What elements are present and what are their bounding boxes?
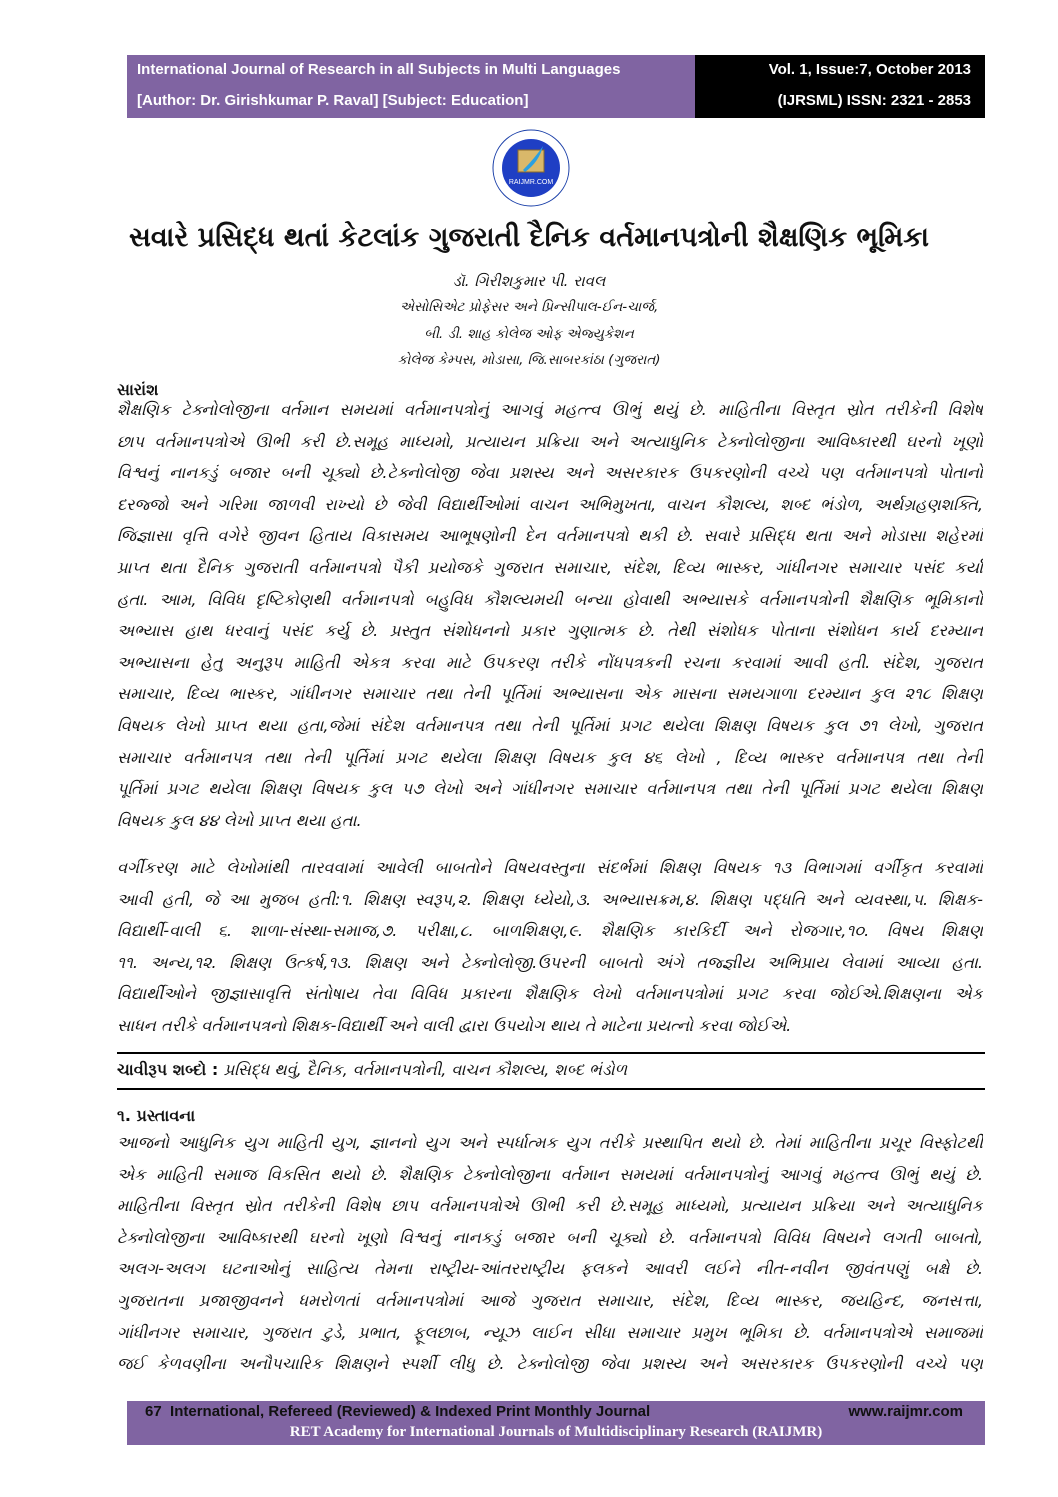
text-line: સાધન તરીકે વર્તમાનપત્રનો શિક્ષક-વિદ્યાર્થી અને વાલી દ્વારા ઉપયોગ થાય તે માટેના પ્રયત્નો કરવા જોઈએ. xyxy=(117,1015,792,1035)
abstract-paragraph-2 xyxy=(117,852,983,1042)
keywords xyxy=(117,1060,627,1080)
divider xyxy=(117,1052,985,1054)
text-line: એક માહિતી સમાજ વિકસિત થયો છે. શૈક્ષણિક ટેક્નોલોજીના વર્તમાન સમયમાં વર્તમાનપત્રોનું આગવું મહત્ત્વ ઊભું થયું છે. xyxy=(117,1164,983,1184)
paper-title: સવારે પ્રસિદ્ધ થતાં કેટલાંક ગુજરાતી દૈનિક વર્તમાનપત્રોની શૈક્ષણિક ભૂમિકા xyxy=(129,222,929,253)
issn: (IJRSML) ISSN: 2321 - 2853 xyxy=(777,92,971,109)
abstract-paragraph-1 xyxy=(117,394,983,836)
text-line: સમાચાર વર્તમાનપત્ર તથા તેની પૂર્તિમાં પ્રગટ થયેલા શિક્ષણ વિષયક કુલ ૪૬ લેખો , દિવ્ય ભાસ્કર વર્તમાનપત્ર તથા તેની xyxy=(117,747,983,767)
journal-type: International, Refereed (Reviewed) & Indexed Print Monthly Journal xyxy=(170,1403,651,1420)
header-journal-band xyxy=(127,55,695,118)
header-issue-band xyxy=(695,55,985,118)
text-line: ૧૧. અન્ય,૧૨. શિક્ષણ ઉત્કર્ષ,૧૩. શિક્ષણ અને ટેક્નોલોજી.ઉપરની બાબતો અંગે તજ્જ્ઞીય અભિપ્રાય લેવામાં આવ્યા હતા. xyxy=(117,952,983,972)
text-line: વિષયક કુલ ૪૪ લેખો પ્રાપ્ત થયા હતા. xyxy=(117,810,362,830)
text-line: અભ્યાસ હાથ ધરવાનું પસંદ કર્યુ છે. પ્રસ્તુત સંશોધનનો પ્રકાર ગુણાત્મક છે. તેથી સંશોધક પોતાના સંશોધન કાર્ય દરમ્યાન xyxy=(117,621,983,641)
publisher: RET Academy for International Journals of Multidisciplinary Research (RAIJMR) xyxy=(289,1424,823,1440)
author-address: કોલેજ કેમ્પસ, મોડાસા, જિ.સાબરકાંઠા (ગુજરાત) xyxy=(397,352,661,368)
keywords-label: ચાવીરૂપ શબ્દો : xyxy=(117,1060,224,1079)
svg-text:RAIJMR.COM: RAIJMR.COM xyxy=(508,179,554,186)
text-line: શૈક્ષણિક ટેક્નોલોજીના વર્તમાન સમયમાં વર્તમાનપત્રોનું આગવું મહત્ત્વ ઊભું થયું છે. માહિતીના વિસ્તૃત સ્રોત તરીકેની વિશેષ xyxy=(117,400,983,419)
author-college: બી. ડી. શાહ કોલેજ ઓફ એજ્યુકેશન xyxy=(424,326,634,342)
text-line: વિદ્યાર્થી-વાલી ૬. શાળા-સંસ્થા-સમાજ,૭. પરીક્ષા,૮. બાળશિક્ષણ,૯. શૈક્ષણિક કારકિર્દી અને રોજગાર,૧૦. વિષય શિક્ષણ xyxy=(117,921,983,941)
text-line: ગુજરાતના પ્રજાજીવનને ધમરોળતાં વર્તમાનપત્રોમાં આજે ગુજરાત સમાચાર, સંદેશ, દિવ્ય ભાસ્કર, જયહિન્દ, જનસત્તા, xyxy=(117,1290,983,1310)
volume-issue: Vol. 1, Issue:7, October 2013 xyxy=(768,61,971,78)
page-number: 67 xyxy=(145,1403,162,1420)
text-line: આવી હતી, જે આ મુજબ હતી:૧. શિક્ષણ સ્વરૂપ,૨. શિક્ષણ ધ્યેયો,૩. અભ્યાસક્રમ,૪. શિક્ષણ પદ્ધતિ અને વ્યવસ્થા,૫. શિક્ષક- xyxy=(117,889,983,909)
text-line: વિદ્યાર્થીઓને જીજ્ઞાસાવૃત્તિ સંતોષાય તેવા વિવિધ પ્રકારના શૈક્ષણિક લેખો વર્તમાનપત્રોમાં પ્રગટ કરવા જોઈએ.શિક્ષણના એક xyxy=(117,984,983,1004)
text-line: સમાચાર, દિવ્ય ભાસ્કર, ગાંધીનગર સમાચાર તથા તેની પૂર્તિમાં અભ્યાસના એક માસના સમયગાળા દરમ્યાન કુલ ૨૧૮ શિક્ષણ xyxy=(117,684,983,704)
raijmr-logo xyxy=(491,128,571,208)
footer-band xyxy=(127,1401,985,1445)
abstract-heading: સારાંશ xyxy=(117,380,159,399)
intro-paragraph xyxy=(117,1127,983,1380)
intro-heading: ૧. પ્રસ્તાવના xyxy=(117,1106,196,1125)
text-line: જઈ કેળવણીના અનૌપચારિક શિક્ષણને સ્પર્શી લીધુ છે. ટેક્નોલોજી જેવા પ્રશસ્ય અને અસરકારક ઉપકરણોની વચ્ચે પણ xyxy=(117,1354,983,1374)
text-line: અભ્યાસના હેતુ અનુરૂપ માહિતી એકત્ર કરવા માટે ઉપકરણ તરીકે નોંધપત્રકની રચના કરવામાં આવી હતી. સંદેશ, ગુજરાત xyxy=(117,652,983,672)
text-line: આજનો આધુનિક યુગ માહિતી યુગ, જ્ઞાનનો યુગ અને સ્પર્ધાત્મક યુગ તરીકે પ્રસ્થાપિત થયો છે. તેમાં માહિતીના પ્રચૂર વિસ્ફોટથી xyxy=(117,1133,983,1152)
text-line: હતા. આમ, વિવિધ દૃષ્ટિકોણથી વર્તમાનપત્રો બહુવિધ કૌશલ્યમયી બન્યા હોવાથી અભ્યાસકે વર્તમાનપત્રોની શૈક્ષણિક ભૂમિકાનો xyxy=(117,589,983,609)
text-line: વિશ્વનું નાનકડું બજાર બની ચૂક્યો છે.ટેક્નોલોજી જેવા પ્રશસ્ય અને અસરકારક ઉપકરણોની વચ્ચે પણ વર્તમાનપત્રો પોતાનો xyxy=(117,463,983,483)
text-line: ગાંધીનગર સમાચાર, ગુજરાત ટુડે, પ્રભાત, ફૂલછાબ, ન્યૂઝ લાઈન સીધા સમાચાર પ્રમુખ ભૂમિકા છે. વર્તમાનપત્રોએ સમાજમાં xyxy=(117,1322,983,1342)
divider xyxy=(117,1088,985,1090)
author-designation: એસોસિએટ પ્રોફેસર અને પ્રિન્સીપાલ-ઈન-ચાર્જ, xyxy=(399,299,659,315)
footer-journal-type xyxy=(145,1403,650,1420)
text-line: વર્ગીકરણ માટે લેખોમાંથી તારવવામાં આવેલી બાબતોને વિષયવસ્તુના સંદર્ભમાં શિક્ષણ વિષયક ૧૩ વિભાગમાં વર્ગીકૃત કરવામાં xyxy=(117,858,983,877)
journal-name: International Journal of Research in all Subjects in Multi Languages xyxy=(137,61,621,78)
text-line: માહિતીના વિસ્તૃત સ્રોત તરીકેની વિશેષ છાપ વર્તમાનપત્રોએ ઊભી કરી છે.સમૂહ માધ્યમો, પ્રત્યાયન પ્રક્રિયા અને અત્યાધુનિક xyxy=(117,1196,983,1216)
text-line: વિષયક લેખો પ્રાપ્ત થયા હતા,જેમાં સંદેશ વર્તમાનપત્ર તથા તેની પૂર્તિમાં પ્રગટ થયેલા શિક્ષણ વિષયક કુલ ૭૧ લેખો, ગુજરાત xyxy=(117,715,983,735)
text-line: પૂર્તિમાં પ્રગટ થયેલા શિક્ષણ વિષયક કુલ ૫૭ લેખો અને ગાંધીનગર સમાચાર વર્તમાનપત્ર તથા તેની પૂર્તિમાં પ્રગટ થયેલા શિક્ષણ xyxy=(117,779,983,799)
author-subject: [Author: Dr. Girishkumar P. Raval] [Subject: Education] xyxy=(137,92,529,109)
author-name: ડૉ. ગિરીશકુમાર પી. રાવલ xyxy=(452,272,606,290)
text-line: જિજ્ઞાસા વૃત્તિ વગેરે જીવન હિતાય વિકાસમય આભૂષણોની દેન વર્તમાનપત્રો થકી છે. સવારે પ્રસિદ્ધ થતા અને મોડાસા શહેરમાં xyxy=(117,526,983,546)
website-link[interactable]: www.raijmr.com xyxy=(848,1403,963,1420)
text-line: પ્રાપ્ત થતા દૈનિક ગુજરાતી વર્તમાનપત્રો પૈકી પ્રયોજકે ગુજરાત સમાચાર, સંદેશ, દિવ્ય ભાસ્કર, ગાંધીનગર સમાચાર પસંદ કર્યા xyxy=(117,557,983,577)
text-line: ટેક્નોલોજીના આવિષ્કારથી ઘરનો ખૂણો વિશ્વનું નાનકડું બજાર બની ચૂક્યો છે. વર્તમાનપત્રો વિવિધ વિષયને લગતી બાબતો, xyxy=(117,1227,983,1247)
text-line: દરજ્જો અને ગરિમા જાળવી રાખ્યો છે જેવી વિદ્યાર્થીઓમાં વાચન અભિમુખતા, વાચન કૌશલ્ય, શબ્દ ભંડોળ, અર્થગ્રહણશક્તિ, xyxy=(117,494,983,514)
text-line: છાપ વર્તમાનપત્રોએ ઊભી કરી છે.સમૂહ માધ્યમો, પ્રત્યાયન પ્રક્રિયા અને અત્યાધુનિક ટેક્નોલોજીના આવિષ્કારથી ઘરનો ખૂણો xyxy=(117,431,983,451)
keywords-value: પ્રસિદ્ધ થવું, દૈનિક, વર્તમાનપત્રોની, વાચન કૌશલ્ય, શબ્દ ભંડોળ xyxy=(223,1060,628,1079)
text-line: અલગ-અલગ ઘટનાઓનું સાહિત્ય તેમના રાષ્ટ્રીય-આંતરરાષ્ટ્રીય ફલકને આવરી લઈને નીત-નવીન જીવંતપણું બક્ષે છે. xyxy=(117,1259,983,1279)
